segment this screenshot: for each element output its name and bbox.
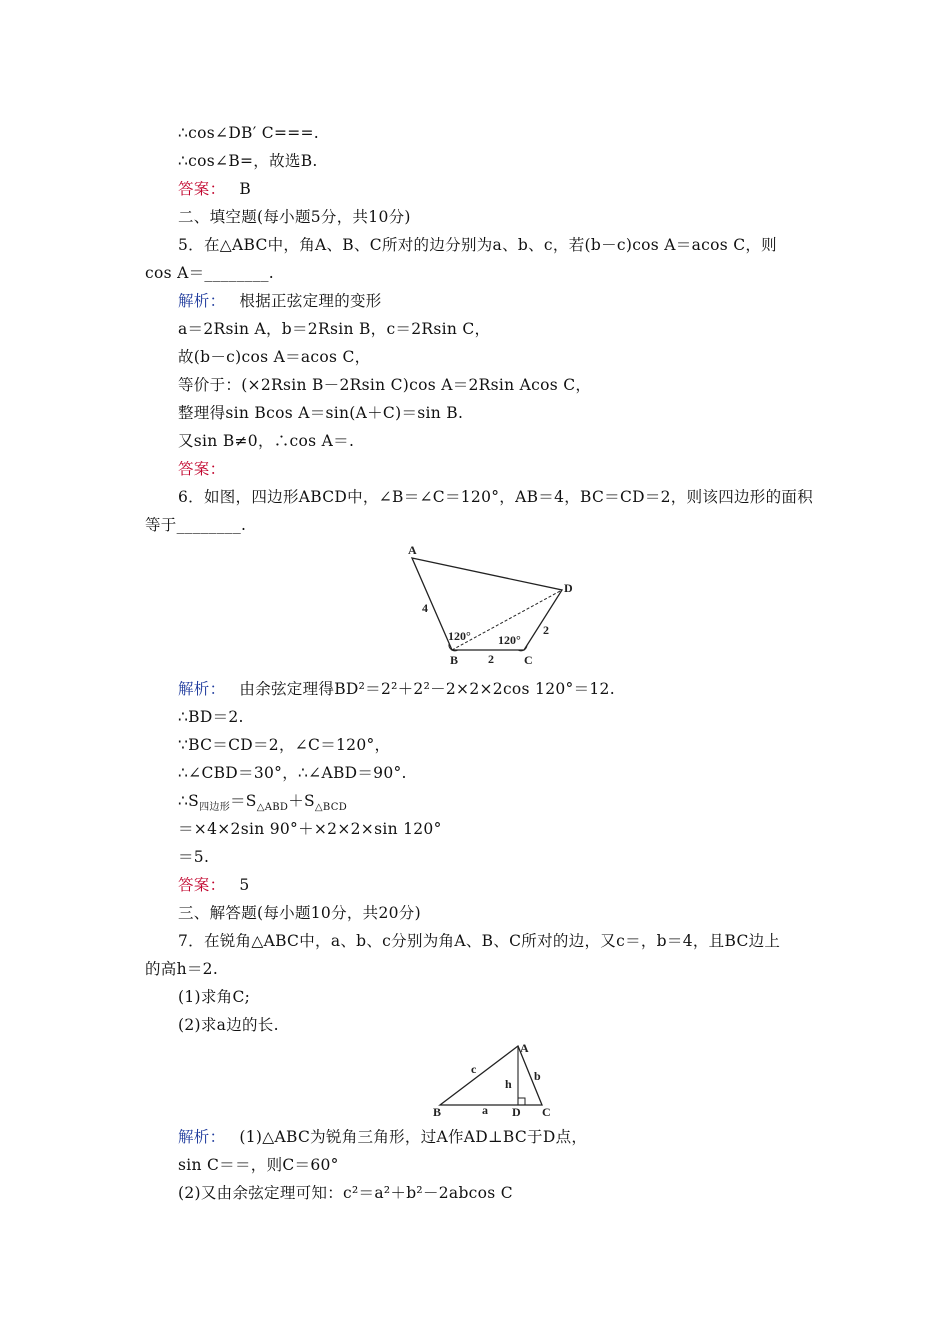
text-line: ∴cos∠B=，故选B. bbox=[178, 152, 318, 170]
answer-label: 答案： bbox=[178, 876, 226, 894]
vertex-d-label: D bbox=[512, 1105, 521, 1119]
solution-label: 解析： bbox=[178, 1128, 226, 1146]
solution-line: 整理得sin Bcos A＝sin(A＋C)＝sin B. bbox=[178, 404, 464, 422]
triangle-figure bbox=[425, 1040, 565, 1120]
answer-value: B bbox=[239, 180, 252, 198]
solution-line bbox=[178, 291, 382, 311]
solution-line: ∴∠CBD＝30°，∴∠ABD＝90°. bbox=[178, 764, 407, 782]
solution-line: ＝×4×2sin 90°＋×2×2×sin 120° bbox=[178, 820, 442, 838]
solution-line: 等价于：(×2Rsin B－2Rsin C)cos A＝2Rsin Acos C， bbox=[178, 376, 592, 394]
vertex-d-label: D bbox=[564, 581, 573, 595]
vertex-b-label: B bbox=[433, 1105, 442, 1119]
section-heading: 二、填空题(每小题5分，共10分) bbox=[178, 208, 411, 226]
question-6: 6．如图，四边形ABCD中，∠B＝∠C＝120°，AB＝4，BC＝CD＝2，则该四边形的面积 bbox=[178, 488, 814, 506]
angle-c-label: 120° bbox=[498, 633, 521, 647]
solution-line: a＝2Rsin A，b＝2Rsin B，c＝2Rsin C， bbox=[178, 320, 491, 338]
solution-text: (1)△ABC为锐角三角形，过A作AD⊥BC于D点， bbox=[239, 1128, 588, 1146]
vertex-b-label: B bbox=[450, 653, 459, 667]
solution-text: 由余弦定理得BD²＝2²＋2²－2×2×2cos 120°＝12. bbox=[239, 680, 615, 698]
question-5-cont: cos A＝________. bbox=[145, 264, 275, 282]
solution-line: sin C＝＝，则C＝60° bbox=[178, 1156, 339, 1174]
section-heading: 三、解答题(每小题10分，共20分) bbox=[178, 904, 421, 922]
question-7: 7．在锐角△ABC中，a、b、c分别为角A、B、C所对的边，又c＝，b＝4，且BC边上 bbox=[178, 932, 781, 950]
answer-line bbox=[178, 179, 251, 199]
side-a-label: a bbox=[482, 1103, 488, 1117]
solution-line bbox=[178, 1127, 587, 1147]
area-subscript: △ABD bbox=[256, 802, 289, 814]
solution-text: 根据正弦定理的变形 bbox=[239, 292, 382, 310]
solution-line: ＝5. bbox=[178, 848, 210, 866]
solution-line: 又sin B≠0，∴cos A＝. bbox=[178, 432, 355, 450]
vertex-a-label: A bbox=[520, 1041, 529, 1055]
area-sum-part: ＋S bbox=[288, 792, 315, 810]
text-line: ∴cos∠DB′ C===. bbox=[178, 124, 320, 142]
solution-line: ∵BC＝CD＝2，∠C＝120°， bbox=[178, 736, 391, 754]
solution-line: ∴BD＝2. bbox=[178, 708, 244, 726]
question-5: 5．在△ABC中，角A、B、C所对的边分别为a、b、c，若(b－c)cos A＝acos C，则 bbox=[178, 236, 777, 254]
solution-label: 解析： bbox=[178, 680, 226, 698]
question-6-cont: 等于________. bbox=[145, 516, 247, 534]
side-ab-label: 4 bbox=[422, 601, 428, 615]
answer-line bbox=[178, 875, 250, 895]
answer-value: 5 bbox=[239, 876, 250, 894]
height-h-label: h bbox=[505, 1077, 512, 1091]
answer-label: 答案： bbox=[178, 460, 226, 478]
solution-line bbox=[178, 791, 347, 818]
question-7-part2: (2)求a边的长. bbox=[178, 1016, 279, 1034]
quadrilateral-figure bbox=[400, 540, 590, 670]
quadrilateral-abcd bbox=[412, 558, 562, 650]
vertex-a-label: A bbox=[408, 543, 417, 557]
answer-label: 答案： bbox=[178, 180, 226, 198]
area-subscript: △BCD bbox=[314, 802, 348, 814]
solution-label: 解析： bbox=[178, 292, 226, 310]
area-sum-part: ＝S bbox=[230, 792, 257, 810]
answer-line bbox=[178, 459, 239, 479]
area-subscript: 四边形 bbox=[199, 802, 230, 814]
area-sum-prefix: ∴S bbox=[178, 792, 200, 810]
side-b-label: b bbox=[534, 1069, 541, 1083]
side-c-label: c bbox=[471, 1062, 477, 1076]
solution-line: 故(b－c)cos A＝acos C， bbox=[178, 348, 371, 366]
question-7-cont: 的高h＝2. bbox=[145, 960, 219, 978]
side-cd-label: 2 bbox=[543, 623, 549, 637]
solution-line: (2)又由余弦定理可知：c²＝a²＋b²－2abcos C bbox=[178, 1184, 513, 1202]
vertex-c-label: C bbox=[542, 1105, 551, 1119]
right-angle-mark bbox=[518, 1098, 525, 1105]
solution-line bbox=[178, 679, 615, 699]
angle-b-label: 120° bbox=[448, 629, 471, 643]
side-bc-label: 2 bbox=[488, 652, 494, 666]
question-7-part1: (1)求角C; bbox=[178, 988, 251, 1006]
vertex-c-label: C bbox=[524, 653, 533, 667]
